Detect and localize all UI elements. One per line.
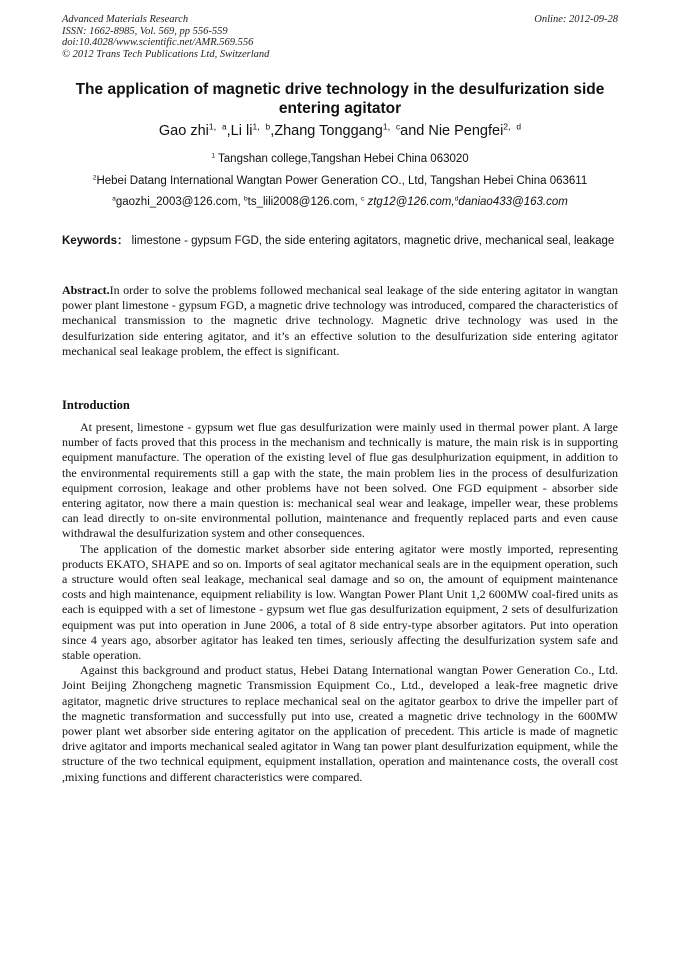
issn-line: ISSN: 1662-8985, Vol. 569, pp 556-559 [62, 25, 228, 37]
email-mark: d [454, 195, 459, 203]
author-name: ,Zhang Tonggang [270, 123, 383, 139]
paper-title: The application of magnetic drive technology in the desulfurization side entering agitator [75, 81, 605, 117]
keywords-text: limestone - gypsum FGD, the side entering agitators, magnetic drive, mechanical seal, leakage [128, 235, 615, 247]
email-mark: b [243, 195, 248, 203]
abstract-text: In order to solve the problems followed mechanical seal leakage of the side entering agitator in wangtan power plant limestone - gypsum FGD, a magnetic drive technology was introduced, compared the characteristics of mechanical transmission to the magnetic drive technology. Magnetic drive technology was used in the desulfurization side entering agitator, and it’s an effective solution to the desulfurization side entering agitator mechanical seal leakage problem, the effect is significant. [62, 283, 618, 358]
author-affiliation-mark: 1，b [252, 121, 271, 132]
abstract-label: Abstract. [62, 283, 110, 297]
affiliation-mark: 2 [92, 174, 97, 182]
affiliation-text: Hebei Datang International Wangtan Power Generation CO., Ltd, Tangshan Hebei China 063611 [96, 175, 588, 187]
section-heading-introduction: Introduction [62, 398, 130, 412]
online-date: Online: 2012-09-28 [534, 14, 618, 25]
journal-name: Advanced Materials Research [62, 14, 189, 25]
email-link[interactable]: ts_lili2008@126.com, [247, 196, 361, 208]
abstract-block [62, 283, 618, 359]
author-affiliation-mark: 1，a [208, 121, 227, 132]
author-list [62, 121, 618, 141]
copyright-line: © 2012 Trans Tech Publications Ltd, Switzerland [62, 48, 270, 60]
author-emails [62, 195, 618, 209]
email-mark: a [112, 195, 116, 203]
email-mark: c [360, 195, 365, 203]
author-affiliation-mark: 1，c [382, 121, 401, 132]
intro-paragraph: The application of the domestic market absorber side entering agitator were mostly imported, representing products EKATO, SHAPE and so on. Imports of seal agitator mechanical seals are in the equipment operation, such a structure would often seal leakage, mechanical seal damage and so on, the amount of equipment maintenance costs and high maintenance, equipment reliability is low. Wangtan Power Plant Unit 1,2 600MW coal-fired units as each is equipped with a set of limestone - gypsum wet flue gas desulfurization equipment, 2 sets of desulfurization equipment was put into operation in June 2006, a total of 8 side entry-type absorber agitators. Put into operation since 4 years ago, absorber agitator has leaked ten times, seriously affecting the desulfurization system safe and stable operation. [62, 541, 618, 663]
keywords-block [62, 234, 618, 249]
affiliation-mark: 1 [211, 152, 216, 160]
affiliation-text: Tangshan college,Tangshan Hebei China 063020 [218, 153, 469, 165]
introduction-section [62, 420, 618, 785]
intro-paragraph: At present, limestone - gypsum wet flue gas desulfurization were mainly used in thermal power plant. A large number of facts proved that this process in the mechanism and technically is mature, the main risk is in supporting equipment manufacture. The operation of the existing level of flue gas desulphurization equipment, in addition to the environmental requirements still a gap with the state, the main problem lies in the process of desulfurization equipment corrosion, leakage and other problems have not been solved. One FGD equipment - absorber side entering agitator, now there a main question is: mechanical seal wear and leakage, impeller wear, these problems can lead directly to on-site environmental pollution, maintenance and frequently replaced parts and even cause withdrawal the desulfurization system and other consequences. [62, 420, 618, 541]
author-name: and Nie Pengfei [400, 123, 504, 139]
email-link[interactable]: ztg12@126.com, [364, 196, 455, 208]
author-affiliation-mark: 2，d [503, 121, 522, 132]
doi-line: doi:10.4028/www.scientific.net/AMR.569.556 [62, 37, 254, 48]
email-link[interactable]: daniao433@163.com [458, 196, 568, 208]
keywords-label: Keywords： [62, 235, 129, 247]
author-name: ,Li li [226, 123, 253, 139]
journal-header [62, 14, 618, 60]
author-name: Gao zhi [158, 123, 209, 139]
affiliation-1 [62, 152, 618, 166]
intro-paragraph: Against this background and product status, Hebei Datang International wangtan Power Generation Co., Ltd. Joint Beijing Zhongcheng magnetic Transmission Equipment Co., Ltd., developed a leak-free magnetic drive agitator, magnetic drive structures to replace mechanical seal on the agitator gearbox to drive the impeller part of the magnetic transformation and successfully put into use, created a magnetic drive technology in the 600MW power plant wet absorber side entering agitator on the application of precedent. This article is made of magnetic drive agitator and imports mechanical sealed agitator in Wang tan power plant desulfurization equipment, while the structure of the two technical equipment, equipment installation, operation and maintenance costs, the overall cost ,mixing functions and different characteristics were compared. [62, 663, 618, 784]
affiliation-2 [62, 174, 618, 188]
email-link[interactable]: gaozhi_2003@126.com, [115, 196, 244, 208]
